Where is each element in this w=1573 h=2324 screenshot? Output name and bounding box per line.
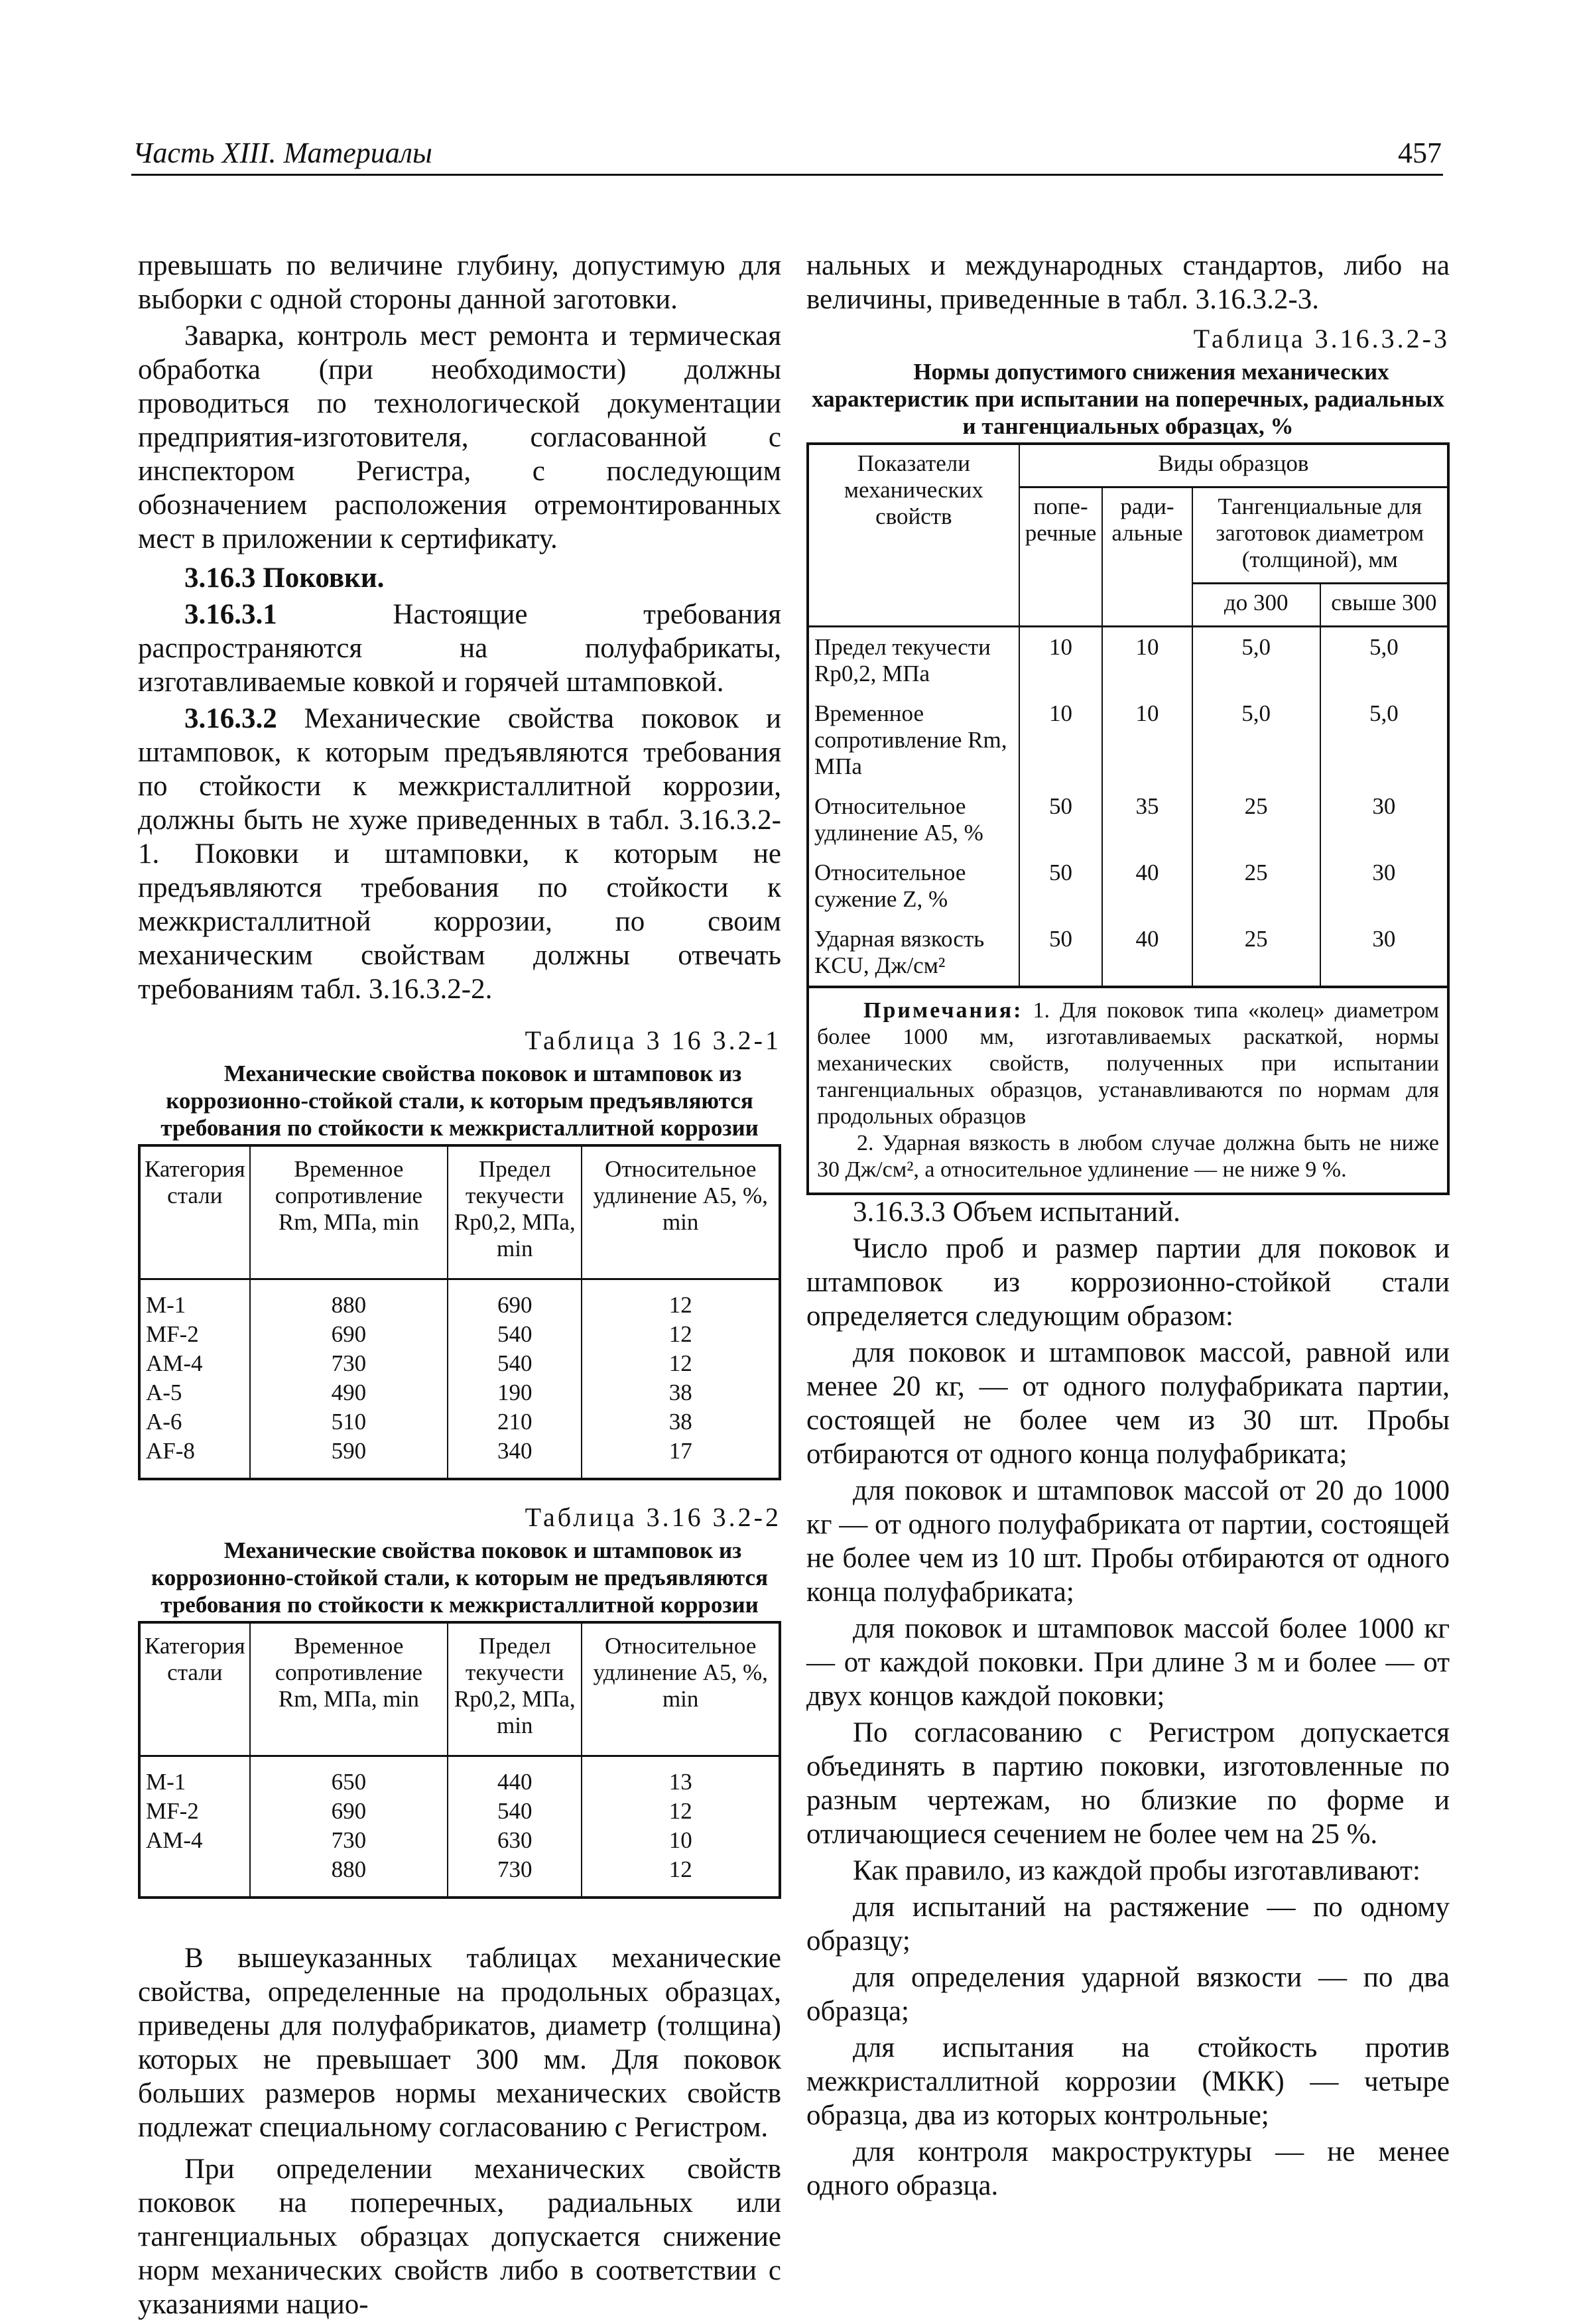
cell: 30 <box>1320 787 1448 853</box>
paragraph: для определения ударной вязкости — по два образца; <box>806 1962 1450 2027</box>
paragraph: нальных и международных стандартов, либо на величины, приведенные в табл. 3.16.3.2-3. <box>806 250 1450 315</box>
column-header: Виды образцов <box>1019 444 1448 487</box>
table-row <box>139 1756 780 1797</box>
cell: 40 <box>1102 919 1192 987</box>
clause-text: Механические свойства поковок и штамповок, к которым предъявляются требования по стойкости к межкристаллитной коррозии, должны быть не хуже приведенных в табл. 3.16.3.2-1. Поковки и штамповки, к которым не предъявляются требования по стойкости к межкристаллитной коррозии, по своим механическим свойствам должны отвечать требованиям табл. 3.16.3.2-2. <box>138 703 781 1005</box>
cell: 38 <box>582 1407 780 1437</box>
cell: 540 <box>448 1349 582 1378</box>
cell: 35 <box>1102 787 1192 853</box>
table-row <box>139 1349 780 1378</box>
paragraph: По согласованию с Регистром допускается объединять в партию поковки, изготовленные по разным чертежам, но близкие по форме и отличающиеся сечением не более чем на 25 %. <box>806 1717 1450 1850</box>
table-allowed-reduction <box>806 442 1450 988</box>
paragraph: Как правило, из каждой пробы изготавливают: <box>853 1855 1420 1886</box>
clause-number: 3.16.3.2 <box>184 703 277 734</box>
paragraph: для контроля макроструктуры — не менее одного образца. <box>806 2136 1450 2201</box>
column-header: ради-альные <box>1102 487 1192 627</box>
table-row <box>139 1279 780 1321</box>
cell: 730 <box>448 1855 582 1898</box>
table-row <box>808 627 1448 694</box>
paragraph: для испытания на стойкость против межкристаллитной коррозии (МКК) — четыре образца, два из которых контрольные; <box>806 2032 1450 2131</box>
cell: 12 <box>582 1320 780 1349</box>
cell: M-1 <box>139 1279 250 1321</box>
cell: 5,0 <box>1192 694 1320 787</box>
cell: 210 <box>448 1407 582 1437</box>
cell: AM-4 <box>139 1826 250 1855</box>
cell: 880 <box>250 1855 448 1898</box>
clause-text: Настоящие требования распространяются на полуфабрикаты, изготавливаемые ковкой и горячей штамповкой. <box>138 599 781 698</box>
cell <box>139 1855 250 1898</box>
cell: 490 <box>250 1378 448 1407</box>
table-mech-props-mkk <box>138 1144 781 1480</box>
table-notes <box>806 988 1450 1195</box>
header-rule <box>131 174 1443 176</box>
column-header: Относительное удлинение A5, %, min <box>582 1145 780 1279</box>
table-row <box>808 694 1448 787</box>
paragraph: При определении механических свойств поковок на поперечных, радиальных или тангенциальных образцах допускается снижение норм механических свойств либо в соответствии с указаниями нацио- <box>138 2154 781 2320</box>
cell: 690 <box>250 1797 448 1826</box>
paragraph: для поковок и штамповок массой более 1000 кг — от каждой поковки. При длине 3 м и более — от двух концов каждой поковки; <box>806 1613 1450 1712</box>
cell: 12 <box>582 1797 780 1826</box>
cell: 25 <box>1192 919 1320 987</box>
cell: 690 <box>448 1279 582 1321</box>
table-row <box>808 787 1448 853</box>
column-header: Категория стали <box>139 1622 250 1756</box>
cell: M-1 <box>139 1756 250 1797</box>
right-column <box>806 249 1450 2205</box>
cell: 590 <box>250 1437 448 1479</box>
cell: 540 <box>448 1320 582 1349</box>
cell: 30 <box>1320 853 1448 919</box>
cell: A-6 <box>139 1407 250 1437</box>
cell: 540 <box>448 1797 582 1826</box>
column-header: до 300 <box>1192 584 1320 627</box>
column-header: Временное сопротивление Rm, МПа, min <box>250 1622 448 1756</box>
table-row <box>139 1797 780 1826</box>
cell: 340 <box>448 1437 582 1479</box>
cell: 5,0 <box>1320 694 1448 787</box>
cell: 690 <box>250 1320 448 1349</box>
table-row <box>139 1437 780 1479</box>
section-heading: 3.16.3 Поковки. <box>184 562 385 594</box>
cell: 12 <box>582 1349 780 1378</box>
table-row <box>139 1855 780 1898</box>
cell: 730 <box>250 1826 448 1855</box>
cell: 50 <box>1019 853 1103 919</box>
cell: Временное сопротивление Rm, МПа <box>808 694 1019 787</box>
cell: Предел текучести Rp0,2, МПа <box>808 627 1019 694</box>
cell: AM-4 <box>139 1349 250 1378</box>
cell: Относительное сужение Z, % <box>808 853 1019 919</box>
cell: 30 <box>1320 919 1448 987</box>
note-2: 2. Ударная вязкость в любом случае должна быть не ниже 30 Дж/см², а относительное удлинение — не ниже 9 %. <box>817 1131 1439 1182</box>
table-row <box>808 919 1448 987</box>
clause-number: 3.16.3.1 <box>184 599 277 630</box>
column-header: Показатели механических свойств <box>808 444 1019 627</box>
paragraph: для испытаний на растяжение — по одному образцу; <box>806 1892 1450 1957</box>
cell: 17 <box>582 1437 780 1479</box>
paragraph <box>138 598 781 699</box>
cell: 190 <box>448 1378 582 1407</box>
cell: 50 <box>1019 919 1103 987</box>
table-title: Механические свойства поковок и штамповок из коррозионно-стойкой стали, к которым не предъявляются требования по стойкости к межкристаллитной коррозии <box>151 1537 769 1618</box>
table-row <box>808 853 1448 919</box>
section-heading: 3.16.3.3 Объем испытаний. <box>853 1196 1180 1228</box>
cell: 12 <box>582 1855 780 1898</box>
cell: 40 <box>1102 853 1192 919</box>
column-header: попе-речные <box>1019 487 1103 627</box>
cell: 10 <box>1019 694 1103 787</box>
cell: 440 <box>448 1756 582 1797</box>
column-header: Относительное удлинение A5, %, min <box>582 1622 780 1756</box>
cell: 650 <box>250 1756 448 1797</box>
page-number: 457 <box>1398 137 1442 169</box>
cell: 630 <box>448 1826 582 1855</box>
column-header: Предел текучести Rp0,2, МПа, min <box>448 1622 582 1756</box>
table-title: Механические свойства поковок и штамповок из коррозионно-стойкой стали, к которым предъявляются требования по стойкости к межкристаллитной коррозии <box>160 1061 759 1141</box>
cell: 10 <box>1102 627 1192 694</box>
table-number: Таблица 3.16.3.2-3 <box>1193 324 1450 354</box>
column-header: Временное сопротивление Rm, МПа, min <box>250 1145 448 1279</box>
cell: 12 <box>582 1279 780 1321</box>
column-header: Категория стали <box>139 1145 250 1279</box>
cell: 510 <box>250 1407 448 1437</box>
cell: MF-2 <box>139 1797 250 1826</box>
cell: 5,0 <box>1320 627 1448 694</box>
table-row <box>139 1378 780 1407</box>
cell: 10 <box>1102 694 1192 787</box>
cell: 5,0 <box>1192 627 1320 694</box>
paragraph: Число проб и размер партии для поковок и штамповок из коррозионно-стойкой стали определяется следующим образом: <box>806 1233 1450 1332</box>
column-header: Предел текучести Rp0,2, МПа, min <box>448 1145 582 1279</box>
cell: 25 <box>1192 787 1320 853</box>
notes-lead: Примечания: <box>863 998 1023 1023</box>
cell: A-5 <box>139 1378 250 1407</box>
cell: 25 <box>1192 853 1320 919</box>
table-row <box>139 1320 780 1349</box>
cell: 38 <box>582 1378 780 1407</box>
table-row <box>139 1407 780 1437</box>
running-header-title: Часть XIII. Материалы <box>133 137 432 169</box>
paragraph: для поковок и штамповок массой от 20 до 1000 кг — от одного полуфабриката от партии, состоящей не более чем из 10 шт. Пробы отбираются от одного конца полуфабриката; <box>806 1475 1450 1608</box>
column-header: Тангенциальные для заготовок диаметром (толщиной), мм <box>1192 487 1448 584</box>
cell: 730 <box>250 1349 448 1378</box>
cell: MF-2 <box>139 1320 250 1349</box>
note-1 <box>817 998 1439 1130</box>
paragraph: В вышеуказанных таблицах механические свойства, определенные на продольных образцах, приведены для полуфабрикатов, диаметр (толщина) которых не превышает 300 мм. Для поковок больших размеров нормы механических свойств подлежат специальному согласованию с Регистром. <box>138 1943 781 2143</box>
note-text: 1. Для поковок типа «колец» диаметром более 1000 мм, изготавливаемых раскаткой, нормы механических свойств, полученных при испытании тангенциальных образцов, устанавливаются по нормам для продольных образцов <box>817 998 1439 1129</box>
table-title: Нормы допустимого снижения механических характеристик при испытании на поперечных, радиальных и тангенциальных образцах, % <box>812 359 1444 439</box>
paragraph: для поковок и штамповок массой, равной или менее 20 кг, — от одного полуфабриката партии, состоящей не более чем из 30 шт. Пробы отбираются от одного конца полуфабриката; <box>806 1337 1450 1470</box>
cell: 13 <box>582 1756 780 1797</box>
cell: 10 <box>1019 627 1103 694</box>
paragraph: превышать по величине глубину, допустимую для выборки с одной стороны данной заготовки. <box>138 250 781 315</box>
paragraph: Заварка, контроль мест ремонта и термическая обработка (при необходимости) должны проводиться по технологической документации предприятия-изготовителя, согласованной с инспектором Регистра, с последующим обозначением расположения отремонтированных мест в приложении к сертификату. <box>138 320 781 554</box>
cell: AF-8 <box>139 1437 250 1479</box>
table-mech-props-no-mkk <box>138 1621 781 1899</box>
left-column <box>138 249 781 2324</box>
cell: 880 <box>250 1279 448 1321</box>
cell: 10 <box>582 1826 780 1855</box>
column-header: свыше 300 <box>1320 584 1448 627</box>
cell: Ударная вязкость KCU, Дж/см² <box>808 919 1019 987</box>
cell: 50 <box>1019 787 1103 853</box>
cell: Относительное удлинение A5, % <box>808 787 1019 853</box>
table-number: Таблица 3.16 3.2-2 <box>525 1502 781 1532</box>
paragraph <box>138 702 781 1006</box>
table-row <box>139 1826 780 1855</box>
table-number: Таблица 3 16 3.2-1 <box>525 1025 781 1055</box>
